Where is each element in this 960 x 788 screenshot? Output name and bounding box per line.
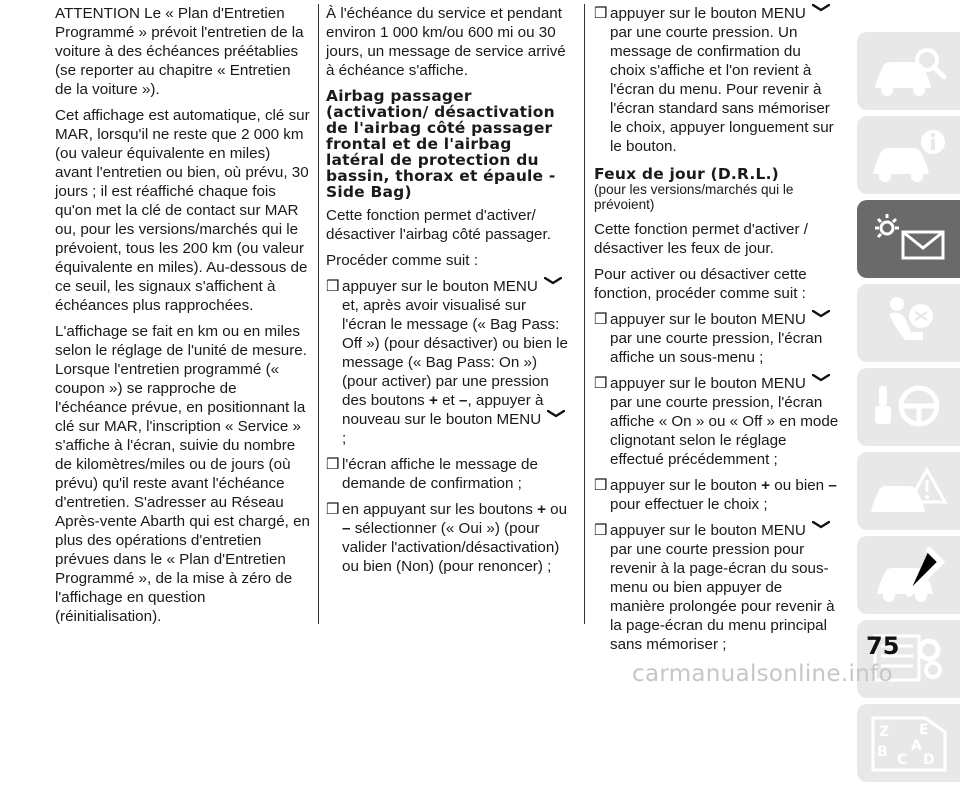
drl-intro: Cette fonction permet d'activer / désactiver les feux de jour. [594, 221, 808, 257]
attention-paragraph: ATTENTION Le « Plan d'Entretien Programmé » prévoit l'entretien de la voiture à des échéances préétablies (se reporter au chapitre « Entretien de la voiture »). [55, 5, 304, 98]
service-paragraph: À l'échéance du service et pendant environ 1 000 km/ou 600 mi ou 30 jours, un message de service arrivé à échéance s'affiche. [326, 5, 566, 79]
svg-text:Z: Z [879, 724, 890, 740]
page-number: 75 [866, 632, 900, 660]
svg-text:C: C [897, 752, 908, 768]
bullet-box-icon: ❒ [594, 522, 608, 539]
svg-text:E: E [919, 722, 929, 738]
list-item: ❒ en appuyant sur les boutons + ou – sélectionner (« Oui ») (pour valider l'activation/désactivation) ou bien (Non) (pour renoncer) ; [326, 501, 568, 575]
list-item: ❒ appuyer sur le bouton + ou bien – pour effectuer le choix ; [594, 477, 837, 513]
menu-button-icon [812, 310, 830, 318]
list-item: ❒ appuyer sur le bouton MENU par une courte pression. Un message de confirmation du choix s'affiche et l'on revient à l'écran du menu. Pour revenir à l'écran standard sans mémoriser le choix, appuyer longuement sur le bouton. [594, 5, 834, 155]
bullet-box-icon: ❒ [594, 311, 608, 328]
car-wrench-icon [869, 544, 949, 606]
list-item: ❒ appuyer sur le bouton MENU par une courte pression pour revenir à la page-écran du sous-menu ou bien appuyer de manière prolongée pour revenir à la page-écran du menu principal sans mémoriser ; [594, 522, 835, 653]
list-item: ❒ appuyer sur le bouton MENU par une courte pression, l'écran affiche « On » ou « Off » en mode clignotant selon le réglage effectué précédemment ; [594, 375, 839, 468]
airbag-heading: Airbag passager (activation/ désactivation de l'airbag côté passager frontal et de l'airbag latéral de protection du bassin, thorax et épaule - Side Bag) [326, 87, 556, 201]
car-search-icon [869, 40, 949, 102]
list-item: ❒ l'écran affiche le message de demande de confirmation ; [326, 456, 538, 492]
tab-index[interactable] [857, 704, 960, 782]
bullet-box-icon: ❒ [326, 501, 340, 518]
svg-text:D: D [923, 752, 935, 768]
units-paragraph: L'affichage se fait en km ou en miles selon le réglage de l'unité de mesure. Lorsque l'entretien programmé (« coupon ») se rapproche de l'échéance prévue, en positionnant la clé sur MAR, l'inscription « Service » s'affiche à l'écran, suivie du nombre de kilomètres/miles ou de jours (où prévu) qu'il reste avant l'échéance d'entretien. S'adresser au Réseau Après-vente Abarth qui est chargé, en plus des opérations d'entretien prévues dans le « Plan d'Entretien Programmé », de la mise à zéro de l'affichage en question (réinitialisation). [55, 323, 310, 625]
menu-button-icon [547, 410, 565, 418]
tab-signals-messages[interactable] [857, 200, 960, 278]
car-info-icon [869, 124, 949, 186]
bullet-box-icon: ❒ [326, 456, 340, 473]
column-divider [584, 4, 585, 624]
column-3 [594, 4, 839, 661]
tab-info[interactable] [857, 116, 960, 194]
list-item: ❒ appuyer sur le bouton MENU et, après avoir visualisé sur l'écran le message (« Bag Pass: Off ») (pour désactiver) ou bien le message (« Bag Pass: On ») (pour activer) par une pression des boutons + et –, appuyer à nouveau sur le bouton MENU ; [326, 278, 568, 447]
menu-button-icon [812, 4, 830, 12]
list-item: ❒ appuyer sur le bouton MENU par une courte pression, l'écran affiche un sous-menu ; [594, 310, 839, 367]
column-1 [55, 4, 310, 633]
airbag-person-icon [869, 292, 949, 354]
bullet-box-icon: ❒ [326, 278, 340, 295]
svg-text:B: B [877, 744, 888, 760]
tab-starting-driving[interactable] [857, 368, 960, 446]
bullet-box-icon: ❒ [594, 375, 608, 392]
column-divider [318, 4, 319, 624]
procedure-label: Procéder comme suit : [326, 252, 478, 269]
drl-procedure: Pour activer ou désactiver cette fonction, procéder comme suit : [594, 266, 807, 302]
menu-button-icon [812, 521, 830, 529]
drl-subheading: (pour les versions/marchés qui le prévoient) [594, 182, 794, 212]
car-warning-icon [869, 460, 949, 522]
tab-emergency[interactable] [857, 452, 960, 530]
display-paragraph: Cet affichage est automatique, clé sur MAR, lorsqu'il ne reste que 2 000 km (ou valeur équivalente en miles) avant l'entretien ou bien, où prévu, 30 jours ; il est réaffiché chaque fois qu'on met la clé de contact sur MAR ou, pour les versions/marchés qui le prévoient, tous les 200 km (ou valeur équivalente en miles). Au-dessous de ce seuil, les signaux s'affichent à échéances plus rapprochées. [55, 107, 310, 314]
svg-text:A: A [911, 738, 922, 754]
tab-safety[interactable] [857, 284, 960, 362]
watermark: carmanualsonline.info [632, 661, 893, 687]
menu-button-icon [544, 277, 562, 285]
tab-maintenance[interactable] [857, 536, 960, 614]
tools-steering-icon [869, 376, 949, 438]
bullet-box-icon: ❒ [594, 5, 608, 22]
alphabet-index-icon [869, 712, 949, 774]
tab-vehicle-knowledge[interactable] [857, 32, 960, 110]
airbag-intro: Cette fonction permet d'activer/ désactiver l'airbag côté passager. [326, 207, 551, 243]
drl-heading: Feux de jour (D.R.L.) [594, 165, 779, 183]
bullet-box-icon: ❒ [594, 477, 608, 494]
menu-button-icon [812, 374, 830, 382]
column-2 [326, 4, 573, 583]
light-envelope-icon [869, 208, 949, 270]
